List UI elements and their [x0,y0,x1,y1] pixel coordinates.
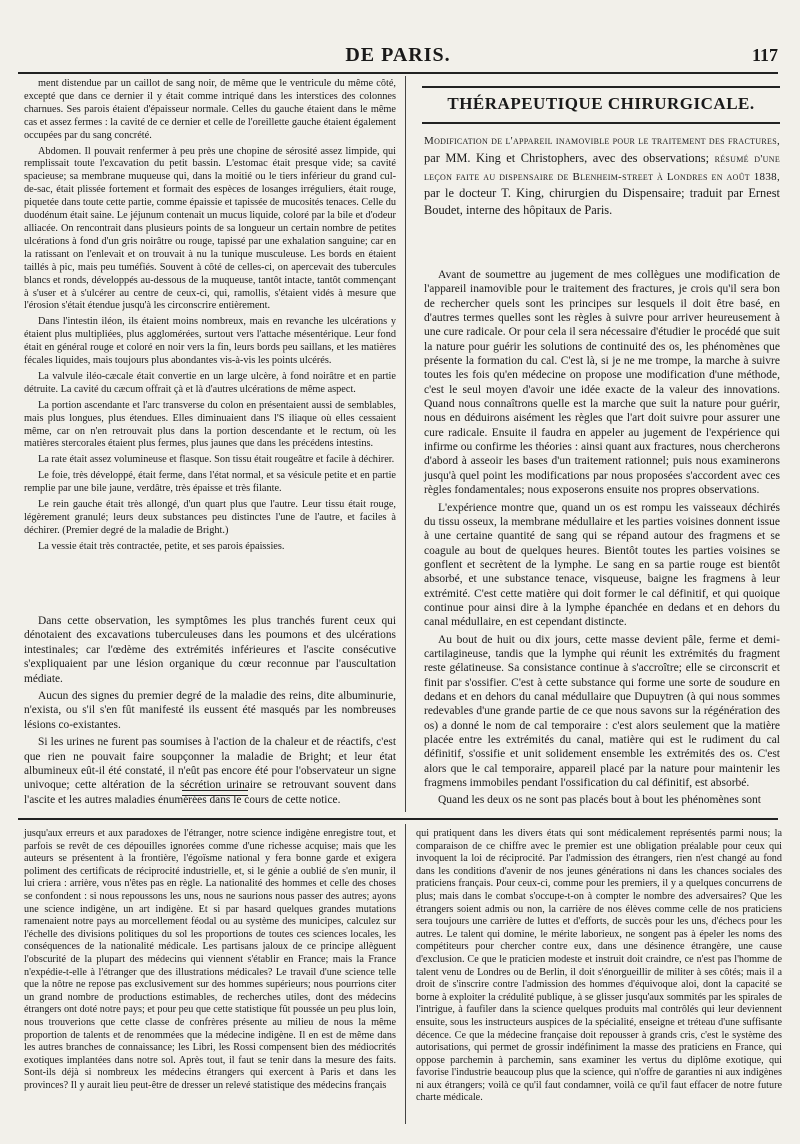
paragraph: La vessie était très contractée, petite, et ses parois épaissies. [38,540,285,552]
paragraph: Si les urines ne furent pas soumises à l'action de la chaleur et de réactifs, c'est que rien ne pouvait faire soupçonner la maladie de Bright; et leur état albumineux eût-il été constaté, il n'eût pas encore été pour l'observateur un signe univoque; cette altération de la sécrétion urinaire se retrouvant souvent dans l'ascite et les autres maladies énumérées dans le cours de cette notice. [24,736,396,806]
article-heading [424,132,780,266]
feuilleton-left-column [24,828,396,1128]
paragraph: Avant de soumettre au jugement de mes collègues une modification de l'appareil inamovible pour le traitement des fractures, je crois qu'il sera bon de rechercher quels sont les principes sur lesquels il doit être basé, en d'autres termes quelles sont les règles à suivre pour arriver heureusement à une cure radicale. Or pour cela il sera nécessaire d'étudier le procédé que suit la nature pour guérir les solutions de continuité des os, les phénomènes que présente la formation du cal. C'est là, si je ne me trompe, la marche à suivre toutes les fois qu'en médecine on propose une modification d'une méthode, c'est le seul moyen d'avoir une idée exacte de la valeur des innovations. Quand nous connaîtrons quelle est la marche que suit la nature pour guérir, nous en déduirons aisément les règles que l'art doit suivre pour assurer une cure radicale. Ensuite il faudra en appeler au jugement de l'expérience qui infirme ou confirme les théories : ainsi quant aux fractures, nous chercherons d'abord à asseoir les bases d'un traitement rationnel; puis nous examinerons jusqu'à quel point les modifications par nous proposées s'accordent avec ces règles fondamentales; nous exposerons ensuite nos propres observations. [424,269,780,497]
paragraph: Dans cette observation, les symptômes les plus tranchés furent ceux qui dénotaient des excavations tuberculeuses dans les poumons et des ulcérations intestinales; car l'œdème des extrémités inférieures et l'ascite consécutive s'expliquaient par une lésion organique du cœur reconnue par l'auscultation médiate. [24,615,396,685]
paragraph: Au bout de huit ou dix jours, cette masse devient pâle, ferme et demi-cartilagineuse, tandis que la lymphe qui réunit les extrémités du fragment reste gélatineuse. Sa consistance continue à s'accroître; elle se circonscrit et finit par s'ossifier. C'est à cette substance qui forme une sorte de soudure en dedans et en dehors du canal médullaire que Dupuytren (à qui nous sommes redevables d'une grande partie de ce que nous savons sur la régénération des os) a donné le nom de cal temporaire : c'est alors seulement que la matière placée entre les extrémités du canal, matière qui est le rudiment du cal définitif, s'ossifie et unit solidement ensemble les extrémités des os. C'est alors que le cal temporaire, appareil placé par la nature pour maintenir les fragmens immobiles pendant l'ossification du cal définitif, est absorbé. [424,633,780,790]
article-heading-part: Modification de l'appareil inamovible pour le traitement des fractures, [424,135,780,147]
paragraph: Dans l'intestin iléon, ils étaient moins nombreux, mais en revanche les ulcérations y étaient plus multipliées, plus agglomérées, surtout vers l'attache mésentérique. Leur fond était en général rouge et coloré en noir vers la fin, leurs bords peu saillans, et les matières fécales liquides, mais toujours plus abondantes vis-à-vis les points ulcérés. [24,316,396,367]
paragraph: L'expérience montre que, quand un os est rompu les vaisseaux déchirés du tissu osseux, la membrane médullaire et les parties voisines donnent issue à une certaine quantité de sang qui se répand autour des fragmens et se coagule au bout de quelques heures. Bientôt toutes les parties voisines se gonflent et secrètent de la lymphe. Le sang en sa partie rouge est bientôt absorbé, et une substance tenace, visqueuse, baigne les fragmens à leur extrémité. C'est cette matière qui doit former le cal définitif, et qui quoique continue pour ainsi dire à la lymphe épanchée en dedans et en dehors du canal médullaire, en est cependant distincte. [424,501,780,629]
section-heading-box [422,86,780,122]
running-title: DE PARIS. [345,44,451,66]
end-ornament-rule [182,790,248,796]
feuilleton-right-column [416,828,782,1128]
section-title: THÉRAPEUTIQUE CHIRURGICALE. [447,94,755,113]
paragraph: Aucun des signes du premier degré de la maladie des reins, dite albuminurie, n'exista, ou s'il s'en fût manifesté ils eussent été masqués par les nombreuses lésions co-existantes. [24,690,396,731]
paragraph: La rate était assez volumineuse et flasque. Son tissu était rougeâtre et facile à déchirer. [38,454,395,466]
paragraph: La valvule iléo-cæcale était convertie en un large ulcère, à fond noirâtre et en partie détruite. La cavité du cæcum offrait çà et là d'autres ulcérations de même aspect. [24,370,396,395]
header-rule [18,72,778,74]
left-column-commentary [24,614,396,806]
paragraph: ment distendue par un caillot de sang noir, de même que le ventricule du même côté, excepté que dans ce dernier il y était comme intriqué dans les interstices des colonnes charnues. Ses parois étaient d'épaisseur normale. Celles du gauche étaient dans le même cas et assez fermes : la cavité de ce dernier et celle de l'oreillette gauche étaient également occupées par du sang concrété. [24,78,396,141]
paragraph: qui pratiquent dans les divers états qui sont médicalement représentés parmi nous; la comparaison de ce chiffre avec le premier est une obligation préalable pour ceux qui invoquent la loi de réciprocité. Par l'admission des étrangers, rien n'est changé au fond dans les conditions d'avenir de nos jeunes générations ni dans les chances sociales des praticiens français. Pour ceux-ci, comme pour les premiers, il y a quelques concurrens de plus; mais dans le combat s'occupe-t-on à compter le nombre des adversaires? Que les étrangers soient admis ou non, la carrière de nos élèves comme celle de nos praticiens sera toujours une carrière de luttes et d'efforts, de succès pour les uns, d'échecs pour les autres. Le talent qui domine, le mérite laborieux, ne songent pas à épeler les noms des compétiteurs pour chercher contre eux, dans une désinence étrangère, une cause d'exclusion. Ce que le praticien modeste et instruit doit craindre, ce n'est pas l'homme de talent venu de Londres ou de Berlin, il doit s'énorgueillir de militer à ses côtés; mais il a droit de s'inscrire contre l'admission des hommes d'équivoque aloi, dont la capacité se borne à exploiter la crédulité publique, à se glisser jusqu'aux sommités par les spirales de l'intrigue, à faufiler dans la science quelques produits mal contrôlés qui leur deviennent ensuite, sous les instructeurs auspices de la spécialité, enseigne et tréteau d'une suffisante décence. Ce que la médecine française doit repousser à grands cris, c'est le système des autorisations, qui permet de grossir indéfiniment la masse des praticiens en France, qui oppose parchemin à parchemin, sans examiner les vertus du diplôme exotique, qui favorise l'industrie beaucoup plus que la science, qui n'offre de garanties ni aux indigènes ni aux étrangers; voilà ce qu'il faut condamner, voilà ce qu'il faut effacer de notre future charte médicale. [416,828,782,1104]
column-divider-upper [405,76,406,812]
feuilleton-rule [18,818,778,820]
paragraph: Le foie, très développé, était ferme, dans l'état normal, et sa vésicule petite et en partie remplie par une bile jaune, verdâtre, très épaisse et très filante. [24,470,396,495]
paragraph: Le rein gauche était très allongé, d'un quart plus que l'autre. Leur tissu était rouge, légèrement granulé; leurs deux substances peu distinctes l'une de l'autre, et faciles à déchirer. (Premier degré de la maladie de Bright.) [24,499,396,536]
paragraph: La portion ascendante et l'arc transverse du colon en présentaient aussi de semblables, mais plus longues, plus étendues. Elles diminuaient dans l'S iliaque où elles cessaient même, car on n'en retrouvait plus dans la portion descendante et le rectum, où les matières stercorales étaient plus fermes, plus jaunes que dans les précédens intestins. [24,399,396,450]
column-divider-lower [405,824,406,1124]
paragraph: Quand les deux os ne sont pas placés bout à bout les phénomènes sont [438,794,761,807]
page-number: 117 [751,45,778,65]
paragraph: jusqu'aux erreurs et aux paradoxes de l'étranger, notre science indigène enregistre tout, et parfois se revêt de ces dépouilles ignorées comme d'une richesse acquise; mais que les auteurs se présentent à la frontière, l'égoïsme national y fera bonne garde et exigera poliment des certificats de réciprocité industrielle, et, si le génie a oublié de s'en munir, il lui criera : arrière, vous n'êtes pas en règle. La nationalité des hommes et celle des choses se confondent : si nous repoussons les uns, nous ne saurions nous passer des autres; ayons une science indigène, un art indigène. Et si par hasard quelques grandes mutations ramenaient notre pays au morcellement féodal ou au système des municipes, calculez sur l'échelle des divisions politiques du sol les proportions de toutes ces sciences locales, les conséquences de la nationalité médicale. Les partisans jaloux de ce principe allèguent l'obscurité de la plupart des médecins qui viennent s'établir en France; mais la France n'expédie-t-elle à l'étranger que des illustrations médicales? Le travail d'une science telle que la nôtre ne repose pas exclusivement sur des hommes supérieurs; nous pourrions citer un grand nombre de productions estimables, de recherches utiles, dont des médecins étrangers ont doté notre pays; et pour peu que cette statistique fût poussée un peu plus loin, nous trouverions que cette classe de confrères présente au milieu de nous la même proportion de talents et de renommées que la médecine indigène. Il en est de même dans les autres branches de connaissance; les Libri, les Rossi compensent bien des médiocrités exotiques implantées dans notre sol. Après tout, il faut se tenir dans la mesure des faits. Sont-ils déjà si nombreux les médecins étrangers qui exercent à Paris et dans les provinces? Il y aurait lieu peut-être de dresser un relevé statistique des médecins français [24,828,396,1091]
right-column-article [424,268,780,810]
paragraph: Abdomen. Il pouvait renfermer à peu près une chopine de sérosité assez limpide, qui remplissait toute l'excavation du petit bassin. L'estomac était presque vide; sa cavité spacieuse; sa membrane muqueuse qui, dans la moitié ou le tiers inférieur du grand cul-de-sac, était plissée fortement et formait des espèces de losanges irréguliers, était rouge, piquetée dans toute cette partie, comme épaissie et tapissée de mucosités tenaces. Celle du duodénum était saine. Le jéjunum contenait un mucus liquide, coloré par la bile et d'odeur alliacée. On rencontrait dans plusieurs points de sa longueur un certain nombre de petites ulcérations à fond d'un gris noirâtre ou rouge, tapissé par une exhalation sanguine; car en la ratissant on l'enlevait et on trouvait à nu la tunique musculeuse. Les bords en étaient taillés à pic, mais peu tuméfiés. Souvent à côté de celles-ci, on apercevait des tubercules blancs et ronds, développés au-dessous de la muqueuse, tantôt intacte, tantôt commençant à s'user et à s'ulcérer au centre de ceux-ci, qui, ramollis, s'étaient vidés à mesure que l'érosion s'était étendue jusqu'à les circonscrire entièrement. [24,145,396,312]
left-column-autopsy [24,78,396,614]
article-heading-translator: par le docteur T. King, chirurgien du Dispensaire; traduit par Ernest Boudet, interne des hôpitaux de Paris. [424,186,780,218]
page-header [18,40,778,70]
article-heading-part: résumé d'une leçon faite au dispensaire de Blenheim-street à Londres en août 1838, [424,152,781,183]
article-heading-authors: par MM. King et Christophers, avec des observations; [424,150,715,165]
